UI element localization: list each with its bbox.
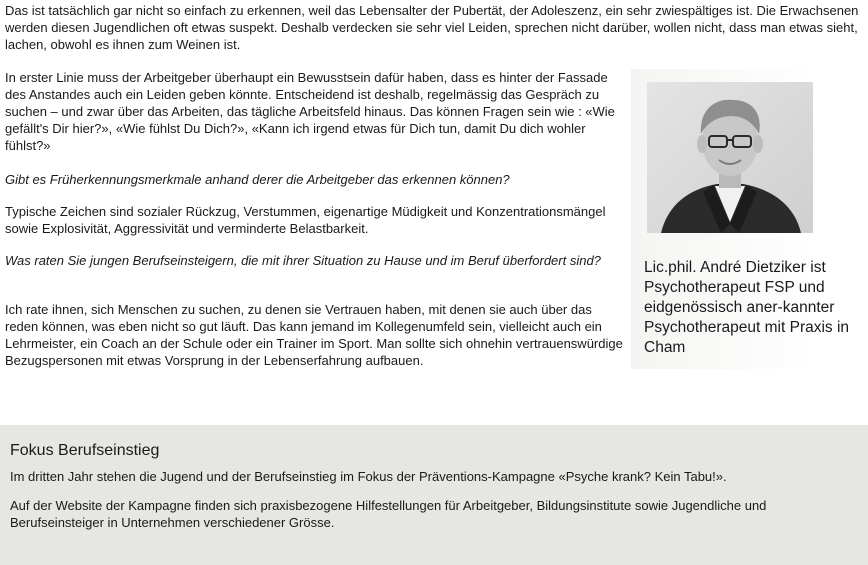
paragraph-employer-awareness: In erster Linie muss der Arbeitgeber überhaupt ein Bewusstsein dafür haben, dass es hinter der Fassade des Anstandes auch ein Leiden geben könnte. Entscheidend ist deshalb, regelmässig das Gespräch zu suchen – und zwar über das Arbeiten, das tägliche Arbeitsfeld hinaus. Das können Fragen sein wie : «Wie gefällt's Dir hier?», «Wie fühlst Du Dich?», «Kann ich irgend etwas für Dich tun, damit Du dich wohler fühlst?»: [5, 70, 615, 153]
paragraph-intro: Das ist tatsächlich gar nicht so einfach zu erkennen, weil das Lebensalter der Pubertät, der Adoleszenz, ein sehr zwiespältiges ist. Die Erwachsenen werden diesen Jugendlichen oft etwas suspekt. Deshalb verdecken sie sehr viel Leiden, sprechen nicht darüber, wollen nicht, dass man etwas sieht, lachen, obwohl es ihnen zum Weinen ist.: [5, 3, 859, 52]
info-box-title: Fokus Berufseinstieg: [10, 442, 160, 459]
portrait-illustration: [647, 82, 813, 233]
info-box-paragraph: Auf der Website der Kampagne finden sich praxisbezogene Hilfestellungen für Arbeitgeber, Bildungsinstitute sowie Jugendliche und Berufseinsteiger in Unternehmen verschiedener Grösse.: [10, 498, 767, 530]
interview-question-early-signs: Gibt es Früherkennungsmerkmale anhand derer die Arbeitgeber das erkennen können?: [5, 172, 510, 187]
paragraph-advice: Ich rate ihnen, sich Menschen zu suchen, zu denen sie Vertrauen haben, mit denen sie auch über das reden können, was eben nicht so gut läuft. Das kann jemand im Kollegenumfeld sein, vielleicht auch ein Lehrmeister, ein Coach an der Schule oder ein Trainer im Sport. Man sollte sich ohnehin vertrauenswürdige Bezugspersonen mit etwas Vorsprung in der Lebenserfahrung aufbauen.: [5, 302, 623, 368]
portrait-photo: [647, 82, 813, 233]
info-box-paragraph: Im dritten Jahr stehen die Jugend und der Berufseinstieg im Fokus der Präventions-Kampagne «Psyche krank? Kein Tabu!».: [10, 469, 727, 484]
portrait-caption: Lic.phil. André Dietziker ist Psychotherapeut FSP und eidgenössisch aner-kannter Psychotherapeut mit Praxis in Cham: [644, 259, 850, 356]
portrait-sidebar: [631, 69, 863, 369]
info-box-fokus: [0, 425, 868, 565]
interview-question-advice: Was raten Sie jungen Berufseinsteigern, die mit ihrer Situation zu Hause und im Beruf überfordert sind?: [5, 253, 601, 268]
paragraph-typical-signs: Typische Zeichen sind sozialer Rückzug, Verstummen, eigenartige Müdigkeit und Konzentrationsmängel sowie Explosivität, Aggressivität und verminderte Belastbarkeit.: [5, 204, 606, 236]
